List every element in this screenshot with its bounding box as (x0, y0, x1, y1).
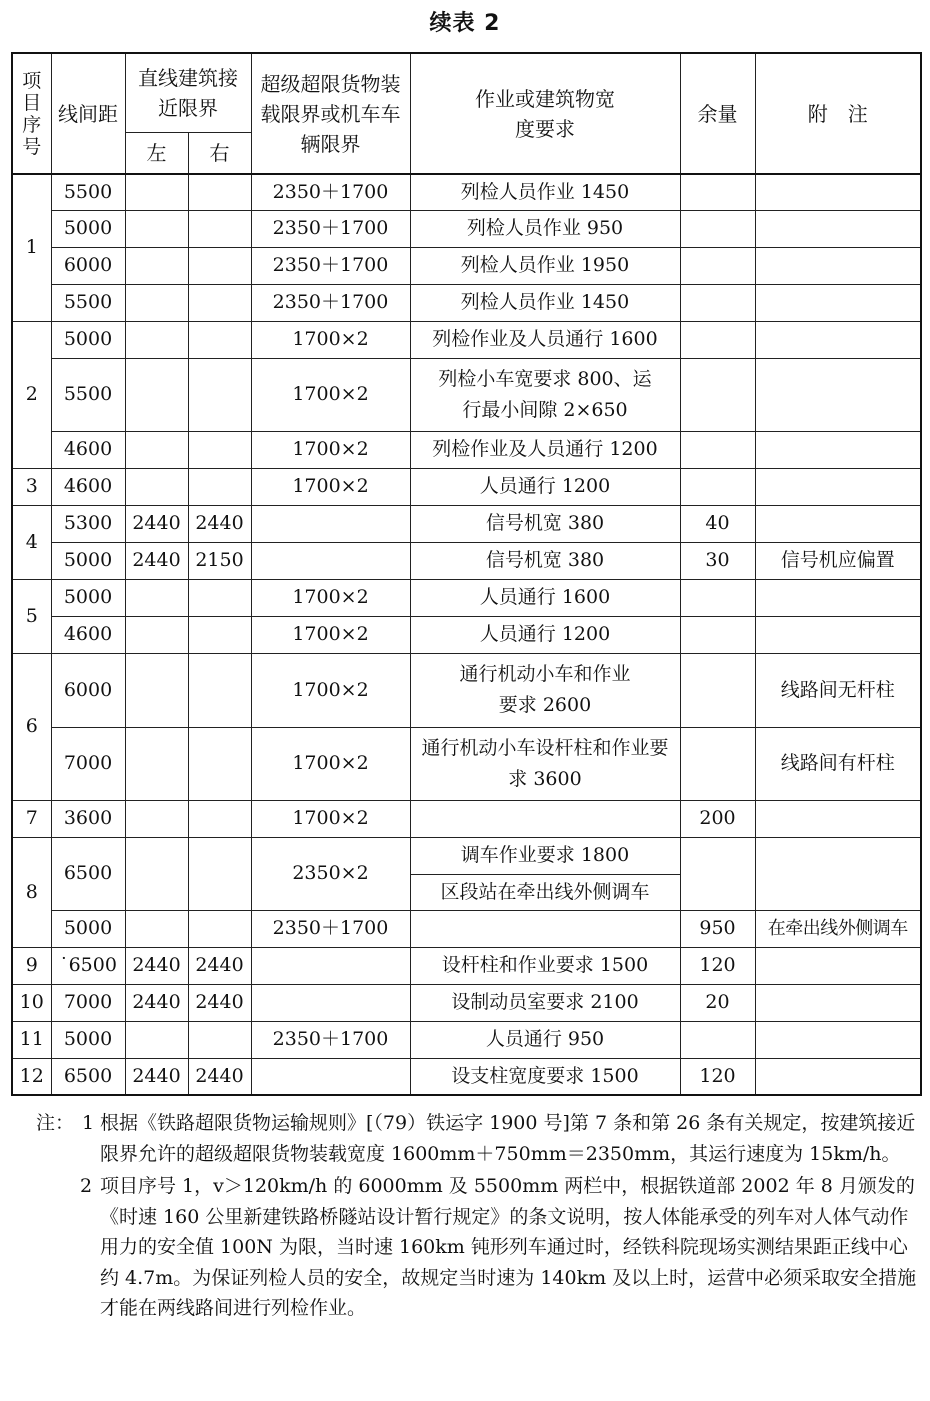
cell-item: 5 (12, 579, 51, 653)
cell-requirement: 设支柱宽度要求 1500 (410, 1058, 680, 1095)
cell-item: 7 (12, 800, 51, 837)
note-text: 项目序号 1，v＞120km/h 的 6000mm 及 5500mm 两栏中，根据铁道部 2002 年 8 月颁发的《时速 160 公里新建铁路桥隧站设计暂行规定》的条文说明，按人体能承受的列车对人体气动作用力的安全值 100N 为限，当时速 160km 钝形列车通过时，经铁科院现场实测结果距正线中心约 4.7m。为保证列检人员的安全，故规定当时速为 140km 及以上时，运营中必须采取安全措施才能在两线路间进行列检作业。 (100, 1175, 917, 1319)
cell-right: 2440 (188, 505, 251, 542)
cell-item: 10 (12, 984, 51, 1021)
cell-requirement: 列检人员作业 1450 (410, 284, 680, 321)
cell-left: 2440 (125, 947, 188, 984)
cell-right (188, 800, 251, 837)
cell-left: 2440 (125, 984, 188, 1021)
cell-limit (251, 984, 410, 1021)
cell-left (125, 431, 188, 468)
cell-requirement: 人员通行 1200 (410, 616, 680, 653)
cell-requirement (410, 910, 680, 947)
cell-limit (251, 947, 410, 984)
header-right: 右 (188, 133, 251, 175)
cell-right (188, 468, 251, 505)
header-margin: 余量 (680, 53, 755, 174)
cell-margin (680, 431, 755, 468)
cell-requirement: 人员通行 1600 (410, 579, 680, 616)
cell-margin (680, 653, 755, 727)
cell-margin (680, 468, 755, 505)
cell-right (188, 837, 251, 910)
header-distance: 线间距 (51, 53, 125, 174)
cell-margin: 120 (680, 947, 755, 984)
cell-requirement: 区段站在牵出线外侧调车 (410, 874, 680, 910)
note-number: 2 (80, 1175, 93, 1197)
cell-left (125, 616, 188, 653)
note-item (36, 1108, 920, 1169)
cell-remarks: 线路间有杆柱 (755, 727, 921, 800)
cell-margin: 20 (680, 984, 755, 1021)
cell-distance: 5500 (51, 358, 125, 431)
cell-left (125, 910, 188, 947)
cell-requirement: 列检人员作业 1950 (410, 247, 680, 284)
note-item (36, 1171, 920, 1324)
cell-limit (251, 542, 410, 579)
cell-distance: 5300 (51, 505, 125, 542)
cell-limit (251, 505, 410, 542)
cell-limit: 2350＋1700 (251, 174, 410, 210)
cell-item: 11 (12, 1021, 51, 1058)
cell-margin (680, 284, 755, 321)
cell-remarks (755, 505, 921, 542)
cell-requirement (410, 800, 680, 837)
cell-right: 2440 (188, 984, 251, 1021)
cell-remarks: 信号机应偏置 (755, 542, 921, 579)
cell-limit: 1700×2 (251, 653, 410, 727)
cell-left (125, 174, 188, 210)
cell-left: 2440 (125, 1058, 188, 1095)
cell-distance: 4600 (51, 616, 125, 653)
cell-remarks (755, 837, 921, 910)
cell-item: 12 (12, 1058, 51, 1095)
cell-remarks (755, 579, 921, 616)
header-left: 左 (125, 133, 188, 175)
cell-remarks (755, 321, 921, 358)
cell-requirement: 列检小车宽要求 800、运行最小间隙 2×650 (410, 358, 680, 431)
cell-requirement: 通行机动小车和作业要求 2600 (410, 653, 680, 727)
cell-remarks (755, 210, 921, 247)
cell-margin (680, 358, 755, 431)
cell-remarks (755, 284, 921, 321)
cell-left (125, 284, 188, 321)
cell-distance: 7000 (51, 727, 125, 800)
cell-margin: 40 (680, 505, 755, 542)
page-title: 续表 2 (429, 11, 501, 36)
cell-remarks (755, 247, 921, 284)
cell-margin (680, 247, 755, 284)
cell-distance: 5000 (51, 321, 125, 358)
cell-left (125, 321, 188, 358)
cell-limit: 1700×2 (251, 431, 410, 468)
cell-right (188, 321, 251, 358)
cell-distance: 4600 (51, 431, 125, 468)
cell-left (125, 653, 188, 727)
cell-item: 4 (12, 505, 51, 579)
cell-remarks (755, 431, 921, 468)
cell-margin: 200 (680, 800, 755, 837)
cell-right (188, 210, 251, 247)
cell-left (125, 837, 188, 910)
cell-margin: 30 (680, 542, 755, 579)
cell-distance: 6500 (51, 837, 125, 910)
cell-requirement: 列检作业及人员通行 1600 (410, 321, 680, 358)
cell-requirement: 人员通行 1200 (410, 468, 680, 505)
cell-distance: 5000 (51, 579, 125, 616)
cell-limit: 1700×2 (251, 616, 410, 653)
cell-distance: 6500 (51, 1058, 125, 1095)
cell-item: 1 (12, 174, 51, 321)
cell-limit: 2350＋1700 (251, 1021, 410, 1058)
clearance-table (11, 52, 922, 1096)
cell-right (188, 358, 251, 431)
cell-item: 6 (12, 653, 51, 800)
cell-requirement: 列检人员作业 1450 (410, 174, 680, 210)
cell-left (125, 247, 188, 284)
cell-remarks (755, 174, 921, 210)
cell-remarks (755, 1021, 921, 1058)
cell-left (125, 579, 188, 616)
cell-right (188, 910, 251, 947)
cell-right (188, 431, 251, 468)
cell-distance: 7000 (51, 984, 125, 1021)
cell-item: 2 (12, 321, 51, 468)
cell-margin (680, 727, 755, 800)
cell-distance: 5000 (51, 542, 125, 579)
cell-right (188, 247, 251, 284)
cell-remarks (755, 1058, 921, 1095)
cell-remarks (755, 984, 921, 1021)
cell-left (125, 727, 188, 800)
cell-limit: 1700×2 (251, 321, 410, 358)
cell-left (125, 358, 188, 431)
cell-item: 9 (12, 947, 51, 984)
cell-distance: 3600 (51, 800, 125, 837)
cell-requirement: 信号机宽 380 (410, 505, 680, 542)
cell-right: 2150 (188, 542, 251, 579)
cell-distance: 5500 (51, 284, 125, 321)
cell-right: 2440 (188, 1058, 251, 1095)
cell-requirement: 人员通行 950 (410, 1021, 680, 1058)
cell-limit: 1700×2 (251, 468, 410, 505)
cell-distance: 5000 (51, 210, 125, 247)
cell-left (125, 800, 188, 837)
cell-limit: 2350×2 (251, 837, 410, 910)
table-notes (36, 1108, 920, 1324)
cell-requirement: 通行机动小车设杆柱和作业要求 3600 (410, 727, 680, 800)
cell-margin (680, 1021, 755, 1058)
cell-margin (680, 616, 755, 653)
header-clearance: 直线建筑接近限界 (125, 53, 251, 133)
cell-limit: 2350＋1700 (251, 910, 410, 947)
cell-remarks (755, 468, 921, 505)
cell-right (188, 653, 251, 727)
cell-distance: 5000 (51, 910, 125, 947)
cell-limit: 1700×2 (251, 579, 410, 616)
cell-left (125, 210, 188, 247)
cell-margin (680, 321, 755, 358)
note-number: 注： 1 (36, 1112, 95, 1134)
cell-left: 2440 (125, 542, 188, 579)
cell-item: 3 (12, 468, 51, 505)
cell-right (188, 616, 251, 653)
cell-requirement: 调车作业要求 1800 (410, 837, 680, 874)
cell-distance: 5500 (51, 174, 125, 210)
cell-limit: 2350＋1700 (251, 247, 410, 284)
cell-left: 2440 (125, 505, 188, 542)
cell-margin (680, 174, 755, 210)
cell-distance: ˙6500 (51, 947, 125, 984)
note-text: 根据《铁路超限货物运输规则》[（79）铁运字 1900 号]第 7 条和第 26 条有关规定，按建筑接近限界允许的超级超限货物装载宽度 1600mm＋750mm＝2350mm，其运行速度为 15km/h。 (100, 1112, 916, 1165)
cell-remarks: 在牵出线外侧调车 (755, 910, 921, 947)
cell-requirement: 设制动员室要求 2100 (410, 984, 680, 1021)
cell-requirement: 信号机宽 380 (410, 542, 680, 579)
cell-margin: 120 (680, 1058, 755, 1095)
cell-distance: 6000 (51, 653, 125, 727)
cell-distance: 5000 (51, 1021, 125, 1058)
cell-remarks: 线路间无杆柱 (755, 653, 921, 727)
cell-item: 8 (12, 837, 51, 947)
cell-requirement: 列检人员作业 950 (410, 210, 680, 247)
cell-remarks (755, 616, 921, 653)
cell-right (188, 174, 251, 210)
header-item-no: 项目序号 (12, 53, 51, 174)
cell-margin (680, 837, 755, 910)
cell-limit: 2350＋1700 (251, 284, 410, 321)
header-remarks: 附 注 (755, 53, 921, 174)
cell-limit: 1700×2 (251, 727, 410, 800)
cell-right: 2440 (188, 947, 251, 984)
cell-right (188, 579, 251, 616)
cell-limit: 1700×2 (251, 800, 410, 837)
cell-remarks (755, 800, 921, 837)
cell-limit: 1700×2 (251, 358, 410, 431)
cell-limit (251, 1058, 410, 1095)
cell-distance: 6000 (51, 247, 125, 284)
cell-left (125, 1021, 188, 1058)
header-limit: 超级超限货物装载限界或机车车辆限界 (251, 53, 410, 174)
cell-right (188, 284, 251, 321)
cell-margin (680, 579, 755, 616)
header-requirement: 作业或建筑物宽度要求 (410, 53, 680, 174)
cell-remarks (755, 947, 921, 984)
cell-right (188, 1021, 251, 1058)
cell-margin (680, 210, 755, 247)
cell-left (125, 468, 188, 505)
cell-limit: 2350＋1700 (251, 210, 410, 247)
cell-right (188, 727, 251, 800)
cell-distance: 4600 (51, 468, 125, 505)
cell-remarks (755, 358, 921, 431)
cell-requirement: 列检作业及人员通行 1200 (410, 431, 680, 468)
cell-requirement: 设杆柱和作业要求 1500 (410, 947, 680, 984)
cell-margin: 950 (680, 910, 755, 947)
